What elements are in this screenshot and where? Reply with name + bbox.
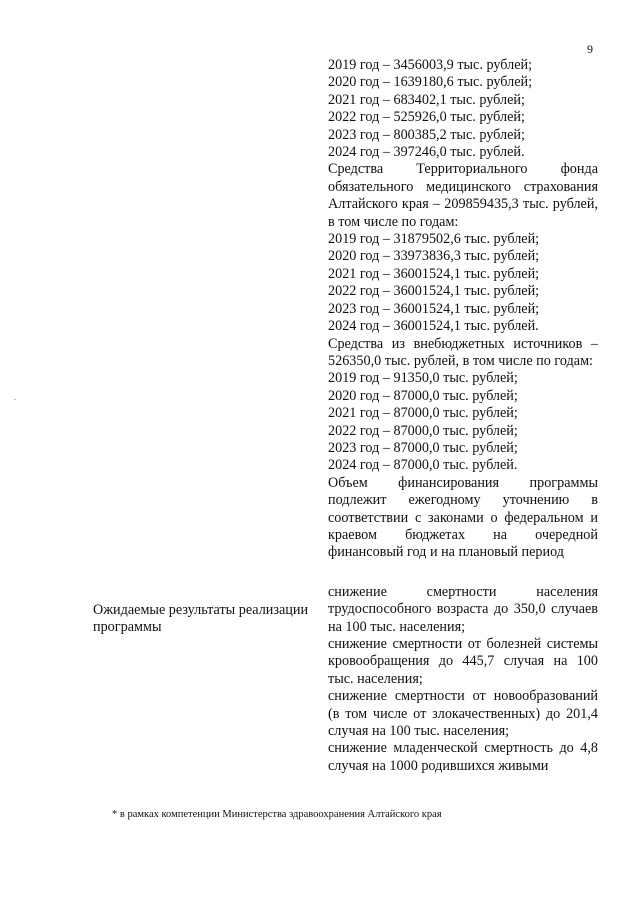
result-item: снижение смертности от новообразований (в том числе от злокачественных) до 201,4 случая на 100 тыс. населения; <box>328 688 598 740</box>
result-item: снижение младенческой смертность до 4,8 случая на 1000 родившихся живыми <box>328 740 598 774</box>
regional-line: 2022 год – 525926,0 тыс. рублей; <box>328 109 525 126</box>
footnote: * в рамках компетенции Министерства здравоохранения Алтайского края <box>112 809 442 820</box>
page-number: 9 <box>587 42 593 56</box>
results-label: Ожидаемые результаты реализации программы <box>93 602 309 636</box>
regional-line: 2024 год – 397246,0 тыс. рублей. <box>328 144 525 161</box>
regional-line: 2023 год – 800385,2 тыс. рублей; <box>328 126 525 143</box>
regional-line: 2021 год – 683402,1 тыс. рублей; <box>328 91 525 108</box>
result-item: снижение смертности населения трудоспособного возраста до 350,0 случаев на 100 тыс. населения; <box>328 583 598 635</box>
tfoms-line: 2021 год – 36001524,1 тыс. рублей; <box>328 265 540 282</box>
funding-note: Объем финансирования программы подлежит ежегодному уточнению в соответствии с законами о федеральном и краевом бюджетах на очередной финансовый год и на плановый период <box>328 474 598 561</box>
extra-intro: Средства из внебюджетных источников – 526350,0 тыс. рублей, в том числе по годам: <box>328 335 598 369</box>
scan-mark <box>14 399 16 400</box>
extra-line: 2023 год – 87000,0 тыс. рублей; <box>328 439 518 456</box>
regional-line: 2020 год – 1639180,6 тыс. рублей; <box>328 74 533 91</box>
tfoms-line: 2024 год – 36001524,1 тыс. рублей. <box>328 318 539 335</box>
tfoms-line: 2019 год – 31879502,6 тыс. рублей; <box>328 231 540 248</box>
tfoms-line: 2022 год – 36001524,1 тыс. рублей; <box>328 283 540 300</box>
tfoms-line: 2023 год – 36001524,1 тыс. рублей; <box>328 300 540 317</box>
extra-line: 2022 год – 87000,0 тыс. рублей; <box>328 422 518 439</box>
result-item: снижение смертности от болезней системы кровообращения до 445,7 случая на 100 тыс. населения; <box>328 636 598 687</box>
tfoms-line: 2020 год – 33973836,3 тыс. рублей; <box>328 248 540 265</box>
section-gap <box>328 562 598 584</box>
extra-line: 2020 год – 87000,0 тыс. рублей; <box>328 387 518 404</box>
extra-line: 2019 год – 91350,0 тыс. рублей; <box>328 370 518 387</box>
extra-line: 2024 год – 87000,0 тыс. рублей. <box>328 457 518 474</box>
regional-line: 2019 год – 3456003,9 тыс. рублей; <box>328 57 533 73</box>
tfoms-intro: Средства Территориального фонда обязательного медицинского страхования Алтайского края – 209859435,3 тыс. рублей, в том числе по годам: <box>328 161 598 230</box>
extra-line: 2021 год – 87000,0 тыс. рублей; <box>328 405 518 422</box>
funding-column <box>328 57 598 775</box>
